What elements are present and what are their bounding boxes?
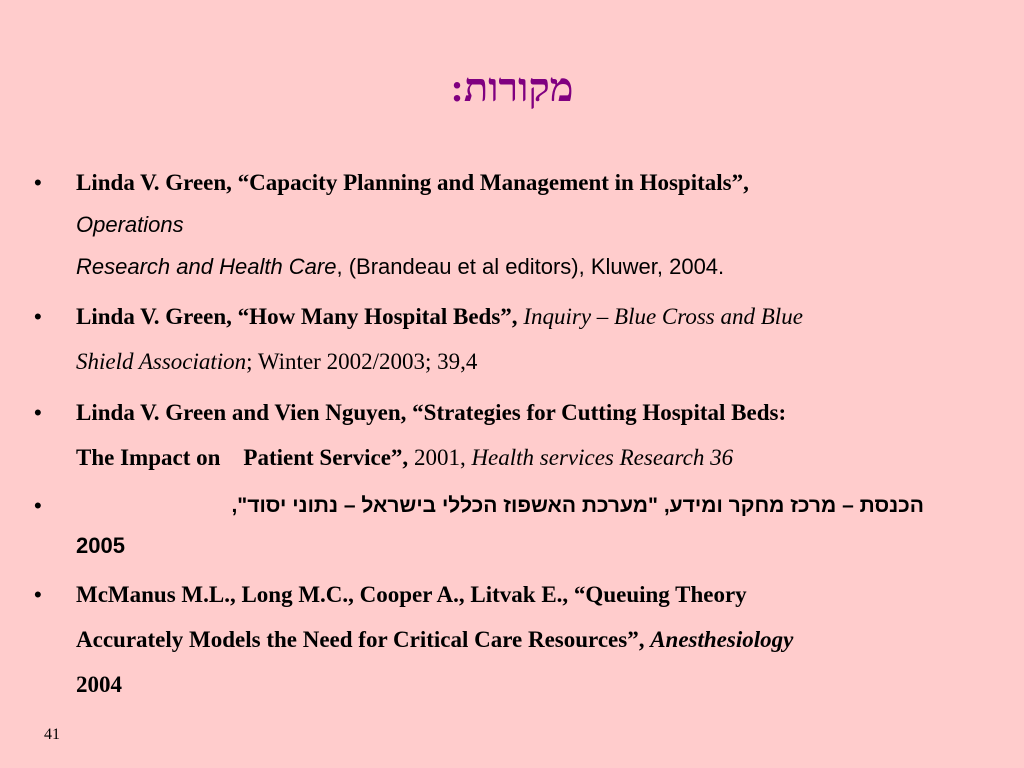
reference-details-line [76,246,994,288]
bullet-icon: • [34,170,42,195]
slide-number: 41 [44,726,60,743]
reference-list [34,162,994,713]
reference-hebrew-title: הכנסת – מרכז מחקר ומידע, "מערכת האשפוז הכללי בישראל – נתוני יסוד", [231,494,924,517]
reference-title: McManus M.L., Long M.C., Cooper A., Litvak E., “Queuing Theory [76,582,747,607]
reference-source: Anesthesiology [650,627,794,652]
bullet-icon: • [34,582,42,607]
bullet-icon: • [34,400,42,425]
reference-title-continued: Accurately Models the Need for Critical Care Resources”, [76,627,645,652]
bullet-icon: • [34,304,42,329]
reference-source: Operations [76,212,184,237]
reference-title: Linda V. Green and Vien Nguyen, “Strategies for Cutting Hospital Beds: [76,400,787,425]
reference-year: 2001, [408,445,466,470]
reference-item-green-beds [34,294,994,384]
reference-year: 2004 [76,672,122,697]
reference-title-continued: The Impact on Patient Service”, [76,445,409,470]
reference-details: , (Brandeau et al editors), Kluwer, 2004. [336,254,725,279]
reference-item-mcmanus [34,572,994,707]
slide-title: מקורות: [450,65,574,110]
bullet-icon: • [34,493,42,518]
reference-year: 2005 [76,533,125,558]
reference-title: Linda V. Green, “How Many Hospital Beds”, [76,304,518,329]
reference-item-knesset [34,486,994,566]
reference-source: Health services Research 36 [471,445,734,470]
reference-title: Linda V. Green, “Capacity Planning and Management in Hospitals”, [76,170,749,195]
reference-source-continued: Shield Association [76,349,247,374]
reference-item-green-nguyen [34,390,994,480]
reference-item-green-capacity [34,162,994,288]
reference-source: Research and Health Care [76,254,337,279]
reference-source: Inquiry – Blue Cross and Blue [523,304,803,329]
reference-details: ; Winter 2002/2003; 39,4 [246,349,478,374]
